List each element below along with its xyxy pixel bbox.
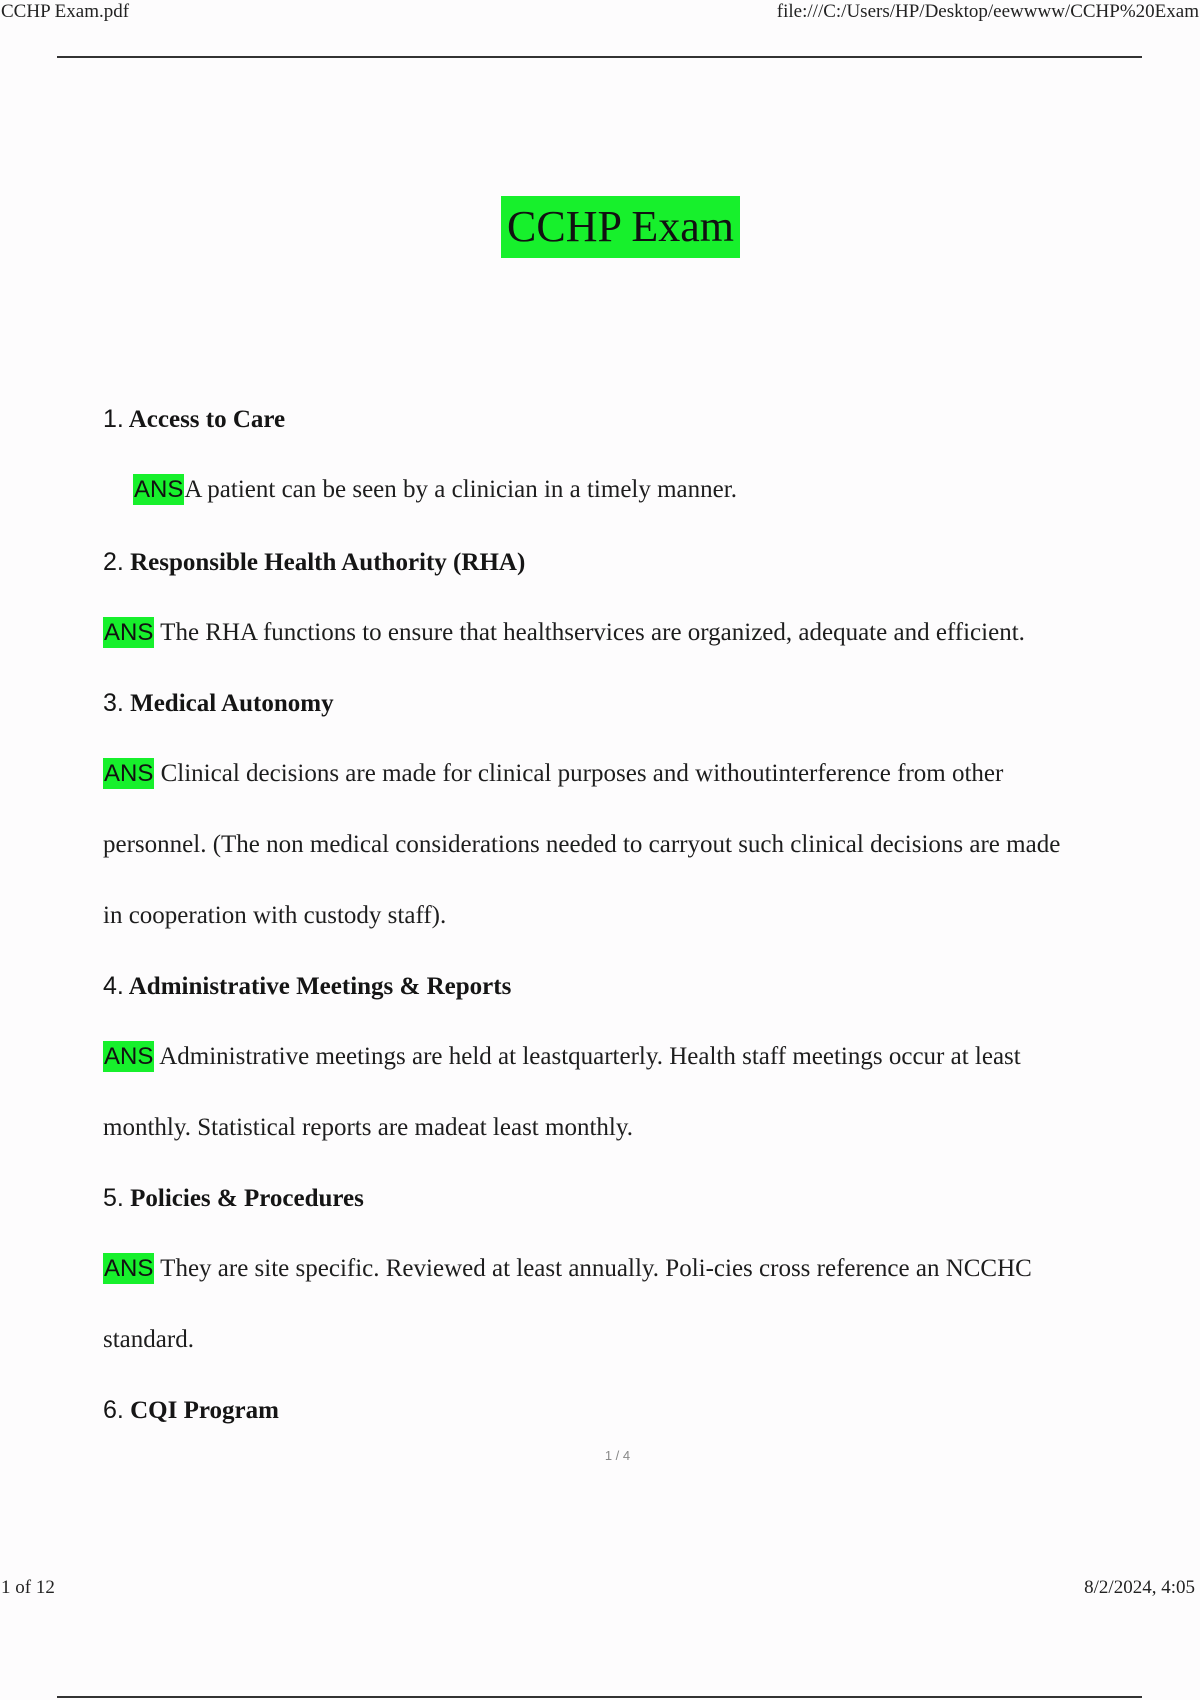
answer-text: A patient can be seen by a clinician in a timely manner. [184,476,737,503]
answer-3-line-3: in cooperation with custody staff). [103,902,447,929]
answer-text: The RHA functions to ensure that healthservices are organized, adequate and efficient. [160,619,1025,646]
ans-label: ANS [104,1255,154,1282]
question-number: 3. [103,689,124,717]
page-count: 1 of 12 [1,1577,55,1598]
print-header [0,0,1200,26]
question-number: 1. [103,405,124,433]
question-title: CQI Program [130,1397,279,1424]
file-url: file:///C:/Users/HP/Desktop/eewwww/CCHP%20Exam [776,1,1199,22]
answer-1 [133,476,737,504]
print-timestamp: 8/2/2024, 4:05 [1084,1577,1195,1598]
answer-5-line-2: standard. [103,1326,194,1353]
question-number: 2. [103,548,124,576]
ans-label: ANS [104,760,154,787]
answer-text: Clinical decisions are made for clinical purposes and withoutinterference from other [160,760,1004,787]
answer-4-line-1 [103,1043,1021,1071]
question-1 [103,405,285,434]
question-number: 5. [103,1184,124,1212]
document-title: CCHP Exam [501,196,740,258]
file-name: CCHP Exam.pdf [1,1,130,22]
question-3 [103,689,334,718]
question-6 [103,1396,279,1425]
question-title: Medical Autonomy [130,690,334,717]
ans-label: ANS [104,619,154,646]
question-title: Policies & Procedures [130,1185,364,1212]
footer-divider [57,1696,1142,1698]
answer-2 [103,619,1025,647]
answer-3-line-1 [103,760,1003,788]
header-divider [57,56,1142,58]
answer-text: They are site specific. Reviewed at least annually. Poli-cies cross reference an NCCHC [160,1255,1032,1282]
question-number: 4. [103,972,124,1000]
question-2 [103,548,525,577]
answer-text: Administrative meetings are held at leastquarterly. Health staff meetings occur at least [159,1043,1021,1070]
ans-label: ANS [104,1043,154,1070]
question-title: Administrative Meetings & Reports [128,973,512,1000]
question-number: 6. [103,1396,124,1424]
question-4 [103,972,511,1001]
question-title: Access to Care [128,406,286,433]
answer-4-line-2: monthly. Statistical reports are madeat least monthly. [103,1114,633,1141]
answer-3-line-2: personnel. (The non medical considerations needed to carryout such clinical decisions are made [103,831,1061,858]
ans-label: ANS [134,476,184,503]
question-5 [103,1184,364,1213]
answer-5-line-1 [103,1255,1032,1283]
question-title: Responsible Health Authority (RHA) [130,549,526,576]
page-indicator: 1 / 4 [604,1448,631,1463]
